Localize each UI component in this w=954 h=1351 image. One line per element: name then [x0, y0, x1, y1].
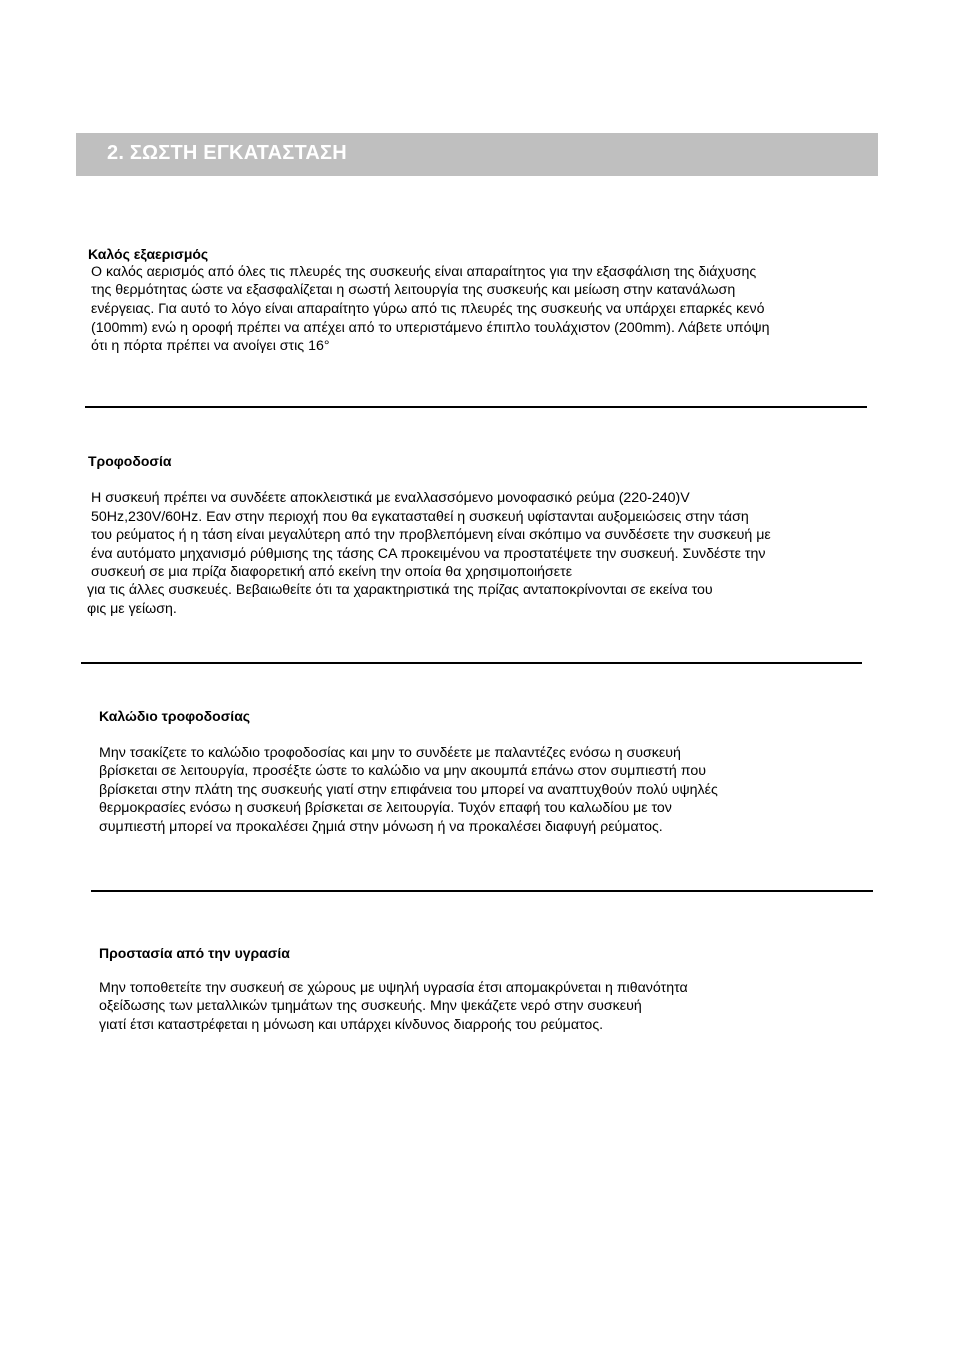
power-supply-line: για τις άλλες συσκευές. Βεβαιωθείτε ότι τα χαρακτηριστικά της πρίζας ανταποκρίνονται σε εκείνα του: [87, 582, 713, 598]
heading-moisture-protection: Προστασία από την υγρασία: [99, 945, 290, 961]
divider-1: [85, 406, 867, 408]
divider-3: [91, 890, 873, 892]
ventilation-line: της θερμότητας ώστε να εξασφαλίζεται η σωστή λειτουργία της συσκευής και μείωση στην κατανάλωση: [91, 282, 736, 298]
power-cable-line: Μην τσακίζετε το καλώδιο τροφοδοσίας και μην το συνδέετε με παλαντέζες ενόσω η συσκευή: [99, 745, 681, 761]
power-supply-line: του ρεύματος ή η τάση είναι μεγαλύτερη από την προβλεπόμενη είναι σκόπιμο να συνδέσετε την συσκευή με: [91, 527, 771, 543]
moisture-protection-line: οξείδωσης των μεταλλικών τμημάτων της συσκευής. Μην ψεκάζετε νερό στην συσκευή: [99, 998, 642, 1014]
section-banner: [76, 133, 878, 176]
ventilation-line: Ο καλός αερισμός από όλες τις πλευρές της συσκευής είναι απαραίτητος για την εξασφάλιση της διάχυσης: [91, 264, 757, 280]
power-cable-line: συμπιεστή μπορεί να προκαλέσει ζημιά στην μόνωση ή να προκαλέσει διαφυγή ρεύματος.: [99, 819, 663, 835]
power-cable-line: βρίσκεται σε λειτουργία, προσέξτε ώστε το καλώδιο να μην ακουμπά επάνω στον συμπιεστή που: [99, 763, 706, 779]
heading-ventilation: Καλός εξαερισμός: [88, 246, 209, 262]
heading-power-supply: Τροφοδοσία: [88, 453, 172, 469]
power-supply-line: Η συσκευή πρέπει να συνδέετε αποκλειστικά με εναλλασσόμενο μονοφασικό ρεύμα (220-240)V: [91, 490, 690, 506]
power-supply-line: φις με γείωση.: [87, 601, 177, 617]
section-title: 2. ΣΩΣΤΗ ΕΓΚΑΤΑΣΤΑΣΗ: [107, 142, 347, 164]
moisture-protection-line: Μην τοποθετείτε την συσκευή σε χώρους με υψηλή υγρασία έτσι απομακρύνεται η πιθανότητα: [99, 980, 688, 996]
power-cable-line: βρίσκεται στην πλάτη της συσκευής γιατί στην επιφάνεια του μπορεί να αναπτυχθούν πολύ υψηλές: [99, 782, 718, 798]
power-supply-line: 50Hz,230V/60Hz. Εαν στην περιοχή που θα εγκατασταθεί η συσκευή υφίστανται αυξομειώσεις στην τάση: [91, 509, 749, 525]
ventilation-line: (100mm) ενώ η οροφή πρέπει να απέχει από το υπεριστάμενο έπιπλο τουλάχιστον (200mm). Λάβετε υπόψη: [91, 320, 770, 336]
heading-power-cable: Καλώδιο τροφοδοσίας: [99, 708, 251, 724]
power-supply-line: συσκευή σε μια πρίζα διαφορετική από εκείνη την οποία θα χρησιμοποιήσετε: [91, 564, 573, 580]
divider-2: [81, 662, 862, 664]
power-supply-line: ένα αυτόματο μηχανισμό ρύθμισης της τάσης CA προκειμένου να προστατέψετε την συσκευή. Συνδέστε την: [91, 546, 766, 562]
moisture-protection-line: γιατί έτσι καταστρέφεται η μόνωση και υπάρχει κίνδυνος διαρροής του ρεύματος.: [99, 1017, 604, 1033]
ventilation-line: ενέργειας. Για αυτό το λόγο είναι απαραίτητο γύρω από τις πλευρές της συσκευής να υπάρχει επαρκές κενό: [91, 301, 765, 317]
ventilation-line: ότι η πόρτα πρέπει να ανοίγει στις 16°: [91, 338, 330, 354]
power-cable-line: θερμοκρασίες ενόσω η συσκευή βρίσκεται σε λειτουργία. Τυχόν επαφή του καλωδίου με τον: [99, 800, 672, 816]
